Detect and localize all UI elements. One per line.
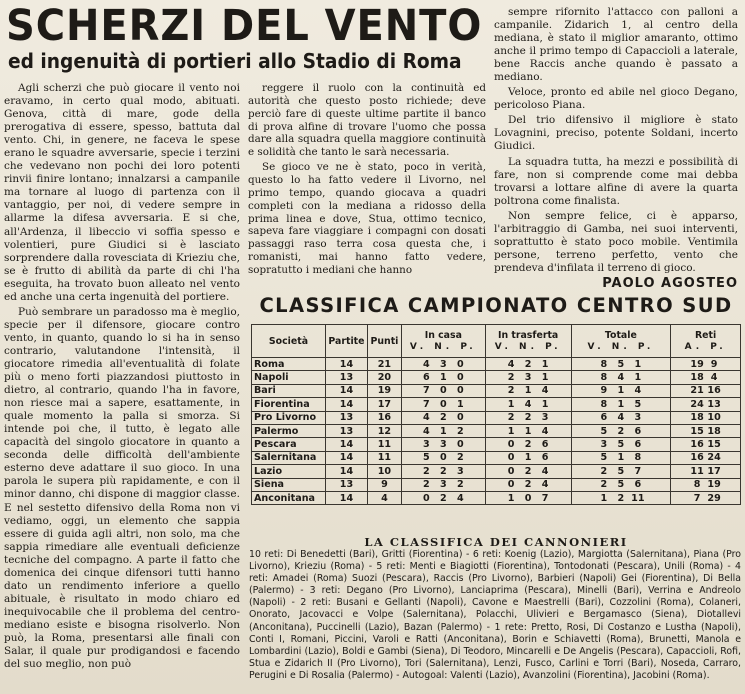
scorers-title: LA CLASSIFICA DEI CANNONIERI [364, 535, 628, 549]
team-name: Lazio [252, 465, 326, 478]
team-name: Palermo [252, 424, 326, 437]
team-name: Fiorentina [252, 398, 326, 411]
goals-cell: 19 9 [671, 358, 741, 371]
article-paragraph: Veloce, pronto ed abile nel gioco Degano, pericoloso Piana. [494, 86, 738, 112]
points-cell: 11 [367, 451, 401, 464]
article-paragraph: sempre rifornito l'attacco con palloni a campanile. Zidarich 1, al centro della mediana, è stato il miglior amaranto, ottimo anche il primo tempo di Capaccioli a laterale, bene Raccis anche quando è passato a mediano. [494, 6, 738, 84]
article-paragraph: reggere il ruolo con la continuità ed autorità che questo posto richiede; deve perciò fare di queste ultime partite il banco di prova alfine di trovare l'uomo che possa dare alla squadra quella maggiore continuità e solidità che tanto le sarà necessaria. [248, 82, 486, 159]
home-cell: 3 3 0 [401, 438, 485, 451]
total-cell: 2 5 6 [571, 478, 671, 491]
played-cell: 14 [325, 358, 367, 371]
home-cell: 7 0 1 [401, 398, 485, 411]
table-row [252, 398, 741, 411]
team-name: Bari [252, 384, 326, 397]
table-row [252, 371, 741, 384]
total-cell: 5 1 8 [571, 451, 671, 464]
total-cell: 1 2 11 [571, 491, 671, 504]
away-cell: 2 3 1 [485, 371, 571, 384]
standings-header-row [252, 325, 741, 358]
played-cell: 13 [325, 371, 367, 384]
article-column-2 [248, 82, 486, 277]
goals-cell: 8 19 [671, 478, 741, 491]
article-paragraph: La squadra tutta, ha mezzi e possibilità di fare, non si comprende come mai debba trovarsi a lottare alfine di avere la quarta poltrona come finalista. [494, 155, 738, 207]
header-total: Totale V. N. P. [571, 325, 671, 358]
scorers-list: 10 reti: Di Benedetti (Bari), Gritti (Fiorentina) - 6 reti: Koenig (Lazio), Margiotta (Salernitana), Piana (Pro Livorno), Krieziu (Roma) - 5 reti: Menti e Biagiotti (Fiorentina), Tontodonati (Pescara), Unili (Roma) - 4 reti: Amadei (Roma) Suozi (Pescara), Raccis (Pro Livorno), Barbieri (Napoli) Gei (Fiorentina), Di Bella (Palermo) - 3 reti: Degano (Pro Livorno), Lanciaprima (Pescara), Minelli (Bari), Verrina e Andreolo (Napoli) - 2 reti: Busani e Gellanti (Napoli), Cavone e Maestrelli (Bari), Cozzolini (Roma), Colaneri, Onorato, Jacovacci e Volpe (Salernitana), Polacchi, Ulivieri e Bergamasco (Siena), Diotallevi (Anconitana), Puccinelli (Lazio), Bazan (Palermo) - 1 rete: Pretto, Rosi, Di Costanzo e Lustha (Napoli), Conti I, Romani, Piccini, Varoli e Ratti (Anconitana), Borin e Schiavetti (Roma), Brunetti, Manola e Lombardini (Lazio), Boldi e Gambi (Siena), Di Teodoro, Mincarelli e De Angelis (Pescara), Capaccioli, Rofi, Stua e Zidarich II (Pro Livorno), Tori (Salernitana), Lenzi, Fusco, Carlini e Torri (Bari), Noseda, Carraro, Perugini e Di Rosalia (Palermo) - Autogoal: Valenti (Lazio), Avanzolini (Fiorentina), Jacobini (Roma). [249, 549, 741, 681]
header-played: Partite [325, 325, 367, 358]
points-cell: 17 [367, 398, 401, 411]
team-name: Napoli [252, 371, 326, 384]
points-cell: 4 [367, 491, 401, 504]
away-cell: 0 2 4 [485, 478, 571, 491]
goals-cell: 24 13 [671, 398, 741, 411]
team-name: Pescara [252, 438, 326, 451]
header-home: In casa V. N. P. [401, 325, 485, 358]
away-cell: 0 2 6 [485, 438, 571, 451]
away-cell: 1 0 7 [485, 491, 571, 504]
header-goals: Reti A. P. [671, 325, 741, 358]
played-cell: 13 [325, 478, 367, 491]
home-cell: 6 1 0 [401, 371, 485, 384]
points-cell: 9 [367, 478, 401, 491]
home-cell: 5 0 2 [401, 451, 485, 464]
home-cell: 2 3 2 [401, 478, 485, 491]
home-cell: 4 1 2 [401, 424, 485, 437]
away-cell: 4 2 1 [485, 358, 571, 371]
article-paragraph: Può sembrare un paradosso ma è meglio, specie per il difensore, giocare contro vento, in quanto, quando lo si ha in senso contrario, valutandone l'intensità, il giocatore rimedia all'eventualità di folate più o meno forti piazzandosi piuttosto in dietro, al contrario, quando l'ha in favore, non riesce mai a sapere, esattamente, in quale momento la palla si smorza. Si intende poi che, il tutto, è legato alle capacità del singolo giocatore in quanto a seconda delle difficoltà dell'ambiente esterno deve adattare il suo gioco. In una parola le supera più rapidamente, e con il minor danno, chi dispone di maggior classe. E nel sestetto difensivo della Roma non vi vediamo, oggi, un elemento che sappia essere di guida agli altri, non solo, ma che sappia rimediare alle eventuali deficienze tecniche del compagno. A parte il fatto che domenica dei cinque difensori tutti hanno dato un rendimento inferiore a quello abituale, è risultato in modo chiaro ed inequivocabile che il problema del centro-mediano esiste e bisogna risolverlo. Non può, la Roma, presentarsi alle finali con Salar, il quale pur prodigandosi e facendo del suo meglio, non può [4, 305, 240, 671]
played-cell: 14 [325, 384, 367, 397]
table-row [252, 451, 741, 464]
total-cell: 8 4 1 [571, 371, 671, 384]
played-cell: 14 [325, 398, 367, 411]
points-cell: 21 [367, 358, 401, 371]
points-cell: 20 [367, 371, 401, 384]
points-cell: 19 [367, 384, 401, 397]
home-cell: 4 2 0 [401, 411, 485, 424]
home-cell: 0 2 4 [401, 491, 485, 504]
header-points: Punti [367, 325, 401, 358]
played-cell: 14 [325, 438, 367, 451]
table-row [252, 438, 741, 451]
goals-cell: 21 16 [671, 384, 741, 397]
goals-cell: 16 15 [671, 438, 741, 451]
article-column-1 [4, 82, 240, 671]
points-cell: 10 [367, 465, 401, 478]
table-row [252, 424, 741, 437]
standings-table [251, 324, 741, 505]
points-cell: 16 [367, 411, 401, 424]
goals-cell: 15 18 [671, 424, 741, 437]
standings-title: CLASSIFICA CAMPIONATO CENTRO SUD [259, 294, 733, 317]
article-paragraph: Del trio difensivo il migliore è stato Lovagnini, preciso, potente Soldani, incerto Giudici. [494, 114, 738, 153]
table-row [252, 411, 741, 424]
table-row [252, 491, 741, 504]
points-cell: 12 [367, 424, 401, 437]
played-cell: 13 [325, 411, 367, 424]
headline: SCHERZI DEL VENTO [6, 1, 483, 51]
total-cell: 9 1 4 [571, 384, 671, 397]
team-name: Roma [252, 358, 326, 371]
goals-cell: 7 29 [671, 491, 741, 504]
away-cell: 0 1 6 [485, 451, 571, 464]
table-row [252, 478, 741, 491]
away-cell: 1 1 4 [485, 424, 571, 437]
total-cell: 3 5 6 [571, 438, 671, 451]
header-team: Società [252, 325, 326, 358]
points-cell: 11 [367, 438, 401, 451]
table-row [252, 384, 741, 397]
played-cell: 14 [325, 491, 367, 504]
header-away: In trasferta V. N. P. [485, 325, 571, 358]
goals-cell: 18 4 [671, 371, 741, 384]
author-signature: PAOLO AGOSTEO [602, 275, 738, 291]
team-name: Siena [252, 478, 326, 491]
home-cell: 7 0 0 [401, 384, 485, 397]
team-name: Pro Livorno [252, 411, 326, 424]
home-cell: 4 3 0 [401, 358, 485, 371]
away-cell: 2 1 4 [485, 384, 571, 397]
total-cell: 8 1 5 [571, 398, 671, 411]
article-paragraph: Agli scherzi che può giocare il vento noi eravamo, in certo qual modo, abituati. Genova, città di mare, gode della prerogativa di essere, spesso, battuta dal vento. Chi, in genere, ne faceva le spese erano le squadre avversarie, specie i terzini che vedevano non pochi dei loro potenti rinvii finire lontano; innalzarsi a campanile ma tornare al luogo di partenza con il vantaggio, per noi, di vedere sempre in allarme la difesa avversaria. E si che, all'Ardenza, il libeccio vi soffia spesso e volentieri, pure Giudici si è lasciato sorprendere dalla rovesciata di Krieziu che, se è frutto di abilità da parte di chi l'ha eseguita, ha trovato buon alleato nel vento ed anche una certa ingenuità del portiere. [4, 82, 240, 303]
goals-cell: 11 17 [671, 465, 741, 478]
away-cell: 1 4 1 [485, 398, 571, 411]
away-cell: 2 2 3 [485, 411, 571, 424]
subheadline: ed ingenuità di portieri allo Stadio di Roma [8, 49, 462, 73]
home-cell: 2 2 3 [401, 465, 485, 478]
away-cell: 0 2 4 [485, 465, 571, 478]
table-row [252, 465, 741, 478]
played-cell: 14 [325, 451, 367, 464]
total-cell: 2 5 7 [571, 465, 671, 478]
table-row [252, 358, 741, 371]
total-cell: 5 2 6 [571, 424, 671, 437]
goals-cell: 18 10 [671, 411, 741, 424]
team-name: Salernitana [252, 451, 326, 464]
played-cell: 13 [325, 424, 367, 437]
total-cell: 6 4 3 [571, 411, 671, 424]
article-paragraph: Non sempre felice, ci è apparso, l'arbitraggio di Gamba, nei suoi interventi, soprattutto è stato poco mobile. Ventimila persone, terreno perfetto, vento che prendeva d'infilata il terreno di gioco. [494, 209, 738, 274]
played-cell: 14 [325, 465, 367, 478]
article-paragraph: Se gioco ve ne è stato, poco in verità, questo lo ha fatto vedere il Livorno, nel primo tempo, quando giocava a quadri completi con la mediana a ridosso della prima linea e dove, Stua, ottimo tecnico, sapeva fare viaggiare i compagni con dosati passaggi raso terra cosa questa che, i romanisti, mai hanno fatto vedere, sopratutto i mediani che hanno [248, 161, 486, 277]
team-name: Anconitana [252, 491, 326, 504]
article-column-3 [494, 6, 738, 290]
total-cell: 8 5 1 [571, 358, 671, 371]
goals-cell: 16 24 [671, 451, 741, 464]
